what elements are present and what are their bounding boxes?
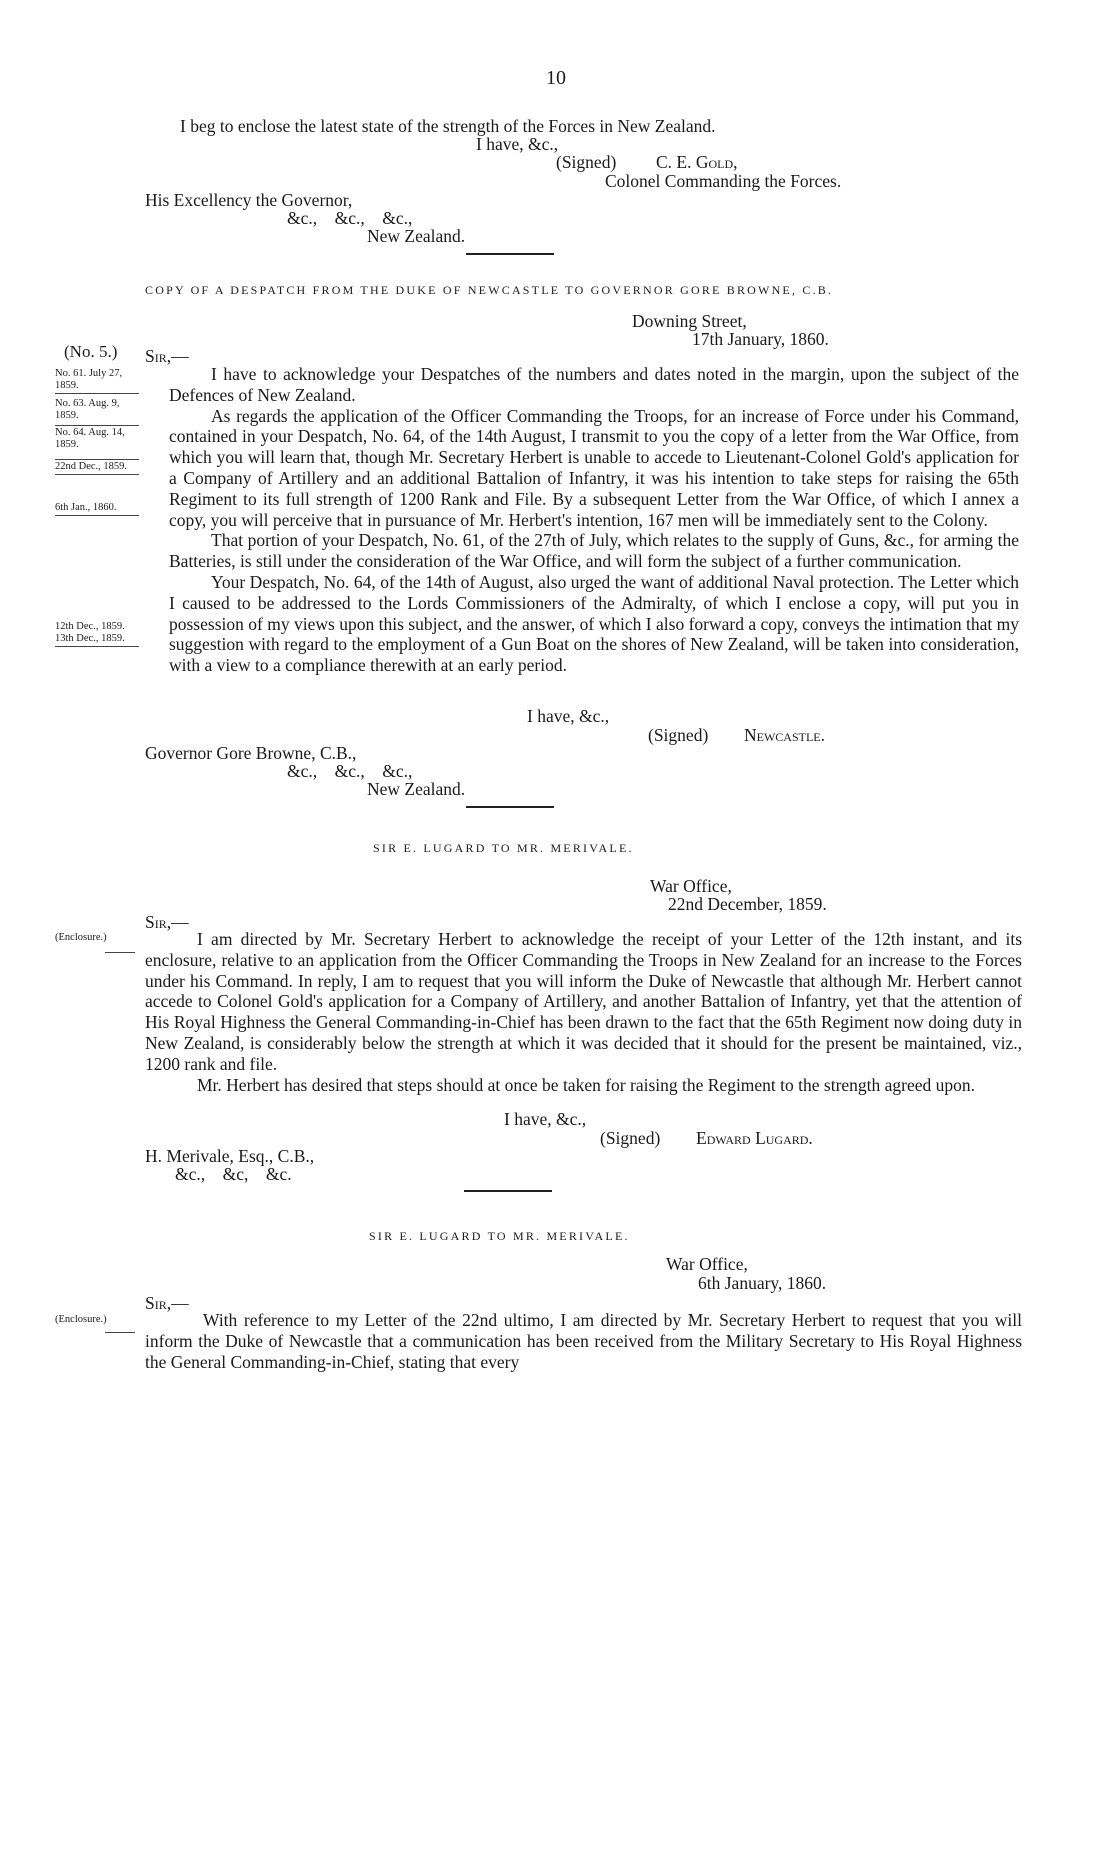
lugard1-addressee-2: &c., &c, &c.	[175, 1164, 292, 1184]
despatch-date: 17th January, 1860.	[692, 329, 829, 349]
despatch-signatory: Newcastle.	[744, 725, 826, 745]
despatch-paragraph: Your Despatch, No. 64, of the 14th of August, also urged the want of additional Naval protection. The Letter which I caused to be addressed to the Lords Commissioners of the Admiralty, of which I enclose a copy, will put you in possession of my views upon this subject, and the answer, of which I also forward a copy, conveys the intimation that my suggestion with regard to the employment of a Gun Boat on the shores of New Zealand, will be taken into consideration, with a view to a compliance therewith at an early period.	[169, 571, 1019, 676]
despatch-addressee-1: Governor Gore Browne, C.B.,	[145, 743, 357, 763]
margin-note-no61: No. 61. July 27, 1859.	[55, 368, 167, 394]
divider-3	[464, 1190, 552, 1192]
lugard2-date: 6th January, 1860.	[698, 1273, 827, 1293]
gold-letter-text: I beg to enclose the latest state of the strength of the Forces in New Zealand.	[180, 116, 716, 136]
despatch-addressee-2: &c., &c., &c.,	[287, 761, 413, 781]
despatch-body	[169, 364, 1019, 676]
despatch-addressee-3: New Zealand.	[367, 779, 466, 799]
page-number: 10	[546, 67, 566, 89]
lugard1-heading: SIR E. LUGARD TO MR. MERIVALE.	[373, 841, 634, 855]
lugard1-addressee-1: H. Merivale, Esq., C.B.,	[145, 1146, 315, 1166]
gold-signatory: C. E. Gold,	[656, 152, 738, 172]
lugard2-salutation: Sir,—	[145, 1293, 189, 1313]
lugard1-signed: (Signed)	[600, 1128, 661, 1148]
lugard2-paragraph: With reference to my Letter of the 22nd ultimo, I am directed by Mr. Secretary Herbert to request that you will inform the Duke of Newcastle that a communication has been received from the Military Secretary to His Royal Highness the General Commanding-in-Chief, stating that every	[145, 1310, 1022, 1372]
margin-note-no64: No. 64. Aug. 14, 1859.	[55, 424, 167, 451]
margin-note-jan6: 6th Jan., 1860.	[55, 502, 167, 516]
despatch-place: Downing Street,	[632, 311, 747, 331]
lugard1-margin-note: (Enclosure.)	[55, 932, 167, 953]
lugard1-paragraph: I am directed by Mr. Secretary Herbert to acknowledge the receipt of your Letter of the 12th instant, and its enclosure, relative to an application from the Officer Commanding the Troops in New Zealand for an increase to the Forces under his Command. In reply, I am to request that you will inform the Duke of Newcastle that although Mr. Herbert cannot accede to Colonel Gold's application for a Company of Artillery, and another Battalion of Infantry, yet that the attention of His Royal Highness the General Commanding-in-Chief has been drawn to the fact that the 65th Regiment now doing duty in New Zealand, is considerably below the strength at which it was decided that it should for the present be maintained, viz., 1200 rank and file.	[145, 929, 1022, 1074]
lugard2-heading: SIR E. LUGARD TO MR. MERIVALE.	[369, 1229, 630, 1243]
despatch-closing: I have, &c.,	[527, 706, 610, 726]
divider-1	[466, 253, 554, 255]
gold-addressee-1: His Excellency the Governor,	[145, 190, 353, 210]
despatch-heading: COPY OF A DESPATCH FROM THE DUKE OF NEWCASTLE TO GOVERNOR GORE BROWNE, C.B.	[145, 283, 834, 297]
despatch-paragraph: As regards the application of the Officer Commanding the Troops, for an increase of Force under his Command, contained in your Despatch, No. 64, of the 14th August, I transmit to you the copy of a letter from the War Office, from which you will learn that, though Mr. Secretary Herbert is unable to accede to Lieutenant-Colonel Gold's application for a Company of Artillery and an additional Battalion of Infantry, it was his intention to take steps for raising the 65th Regiment to its full strength of 1200 Rank and File. By a subsequent Letter from the War Office, of which I annex a copy, you will perceive that in pursuance of Mr. Herbert's intention, 167 men will be immediately sent to the Colony.	[169, 405, 1019, 530]
despatch-number: (No. 5.)	[64, 342, 118, 361]
divider-2	[466, 806, 554, 808]
lugard1-signatory: Edward Lugard.	[696, 1128, 813, 1148]
gold-addressee-2: &c., &c., &c.,	[287, 208, 413, 228]
despatch-paragraph: That portion of your Despatch, No. 61, of the 27th of July, which relates to the supply of Guns, &c., for arming the Batteries, is still under the consideration of the War Office, and will form the subject of a further communication.	[169, 530, 1019, 572]
despatch-paragraph: I have to acknowledge your Despatches of the numbers and dates noted in the margin, upon the subject of the Defences of New Zealand.	[169, 364, 1019, 405]
margin-note-dec22: 22nd Dec., 1859.	[55, 458, 167, 475]
margin-note-no63: No. 63. Aug. 9, 1859.	[55, 398, 120, 421]
margin-note-dec12: 12th Dec., 1859. 13th Dec., 1859.	[55, 621, 167, 647]
gold-addressee-3: New Zealand.	[367, 226, 466, 246]
despatch-salutation: Sir,—	[145, 346, 189, 366]
lugard1-paragraph: Mr. Herbert has desired that steps should at once be taken for raising the Regiment to the strength agreed upon.	[197, 1074, 976, 1095]
lugard2-margin-note: (Enclosure.)	[55, 1314, 167, 1333]
lugard1-body	[145, 929, 1022, 1095]
lugard1-date: 22nd December, 1859.	[668, 894, 827, 914]
gold-signed: (Signed)	[556, 152, 617, 172]
gold-closing: I have, &c.,	[476, 134, 559, 154]
despatch-signed: (Signed)	[648, 725, 709, 745]
lugard1-place: War Office,	[650, 876, 732, 896]
gold-signatory-title: Colonel Commanding the Forces.	[605, 171, 842, 191]
lugard1-closing: I have, &c.,	[504, 1109, 587, 1129]
lugard2-place: War Office,	[666, 1254, 748, 1274]
lugard2-body	[145, 1310, 1022, 1372]
lugard1-salutation: Sir,—	[145, 912, 189, 932]
